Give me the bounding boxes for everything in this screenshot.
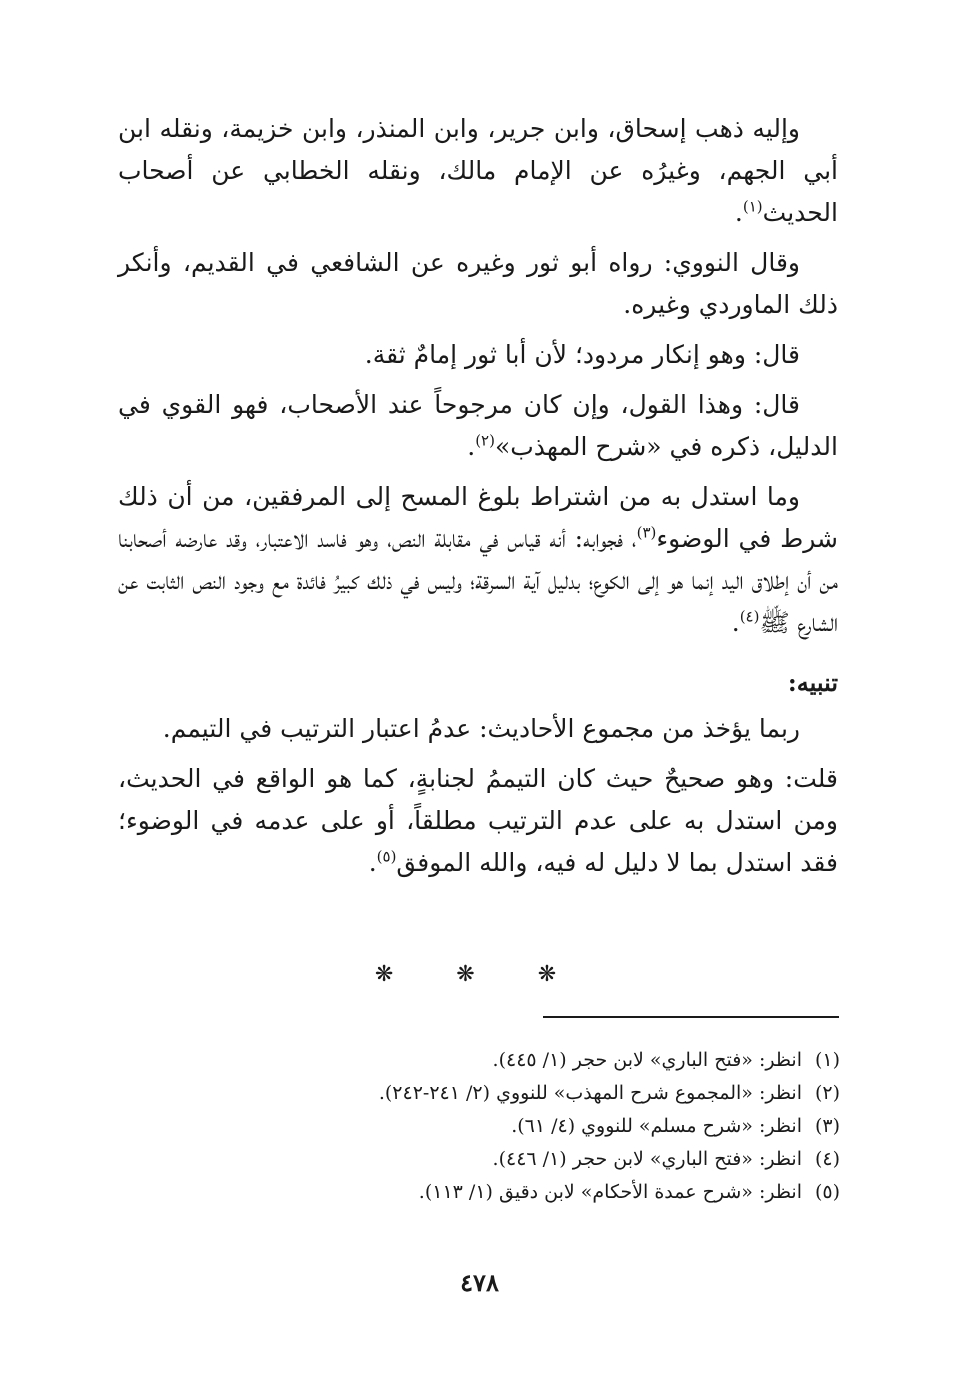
footnote-number: (٢) [814,1082,840,1104]
footnote-ref-2[interactable]: (٢) [475,431,495,450]
footnote-number: (٣) [814,1115,840,1137]
footnote-text: انظر: «المجموع شرح المهذب» للنووي (٢/ ٢٤١-٢٤٢). [378,1082,802,1104]
section-heading: تنبيه: [787,668,838,697]
paragraph-2: وقال النووي: رواه أبو ثور وغيره عن الشافعي في القديم، وأنكر ذلك الماوردي وغيره. [118,248,838,319]
paragraph-5: وما استدل به من اشتراط بلوغ المسح إلى المرفقين، من أن ذلك شرط في الوضوء$^{(٣)}$، فجوابه: أنه قياس في مقابلة النص، وهو فاسد الاعتبار، وقد عارضه أصحابنا من أن إطلاق اليد إنما هو إلى الكوع؛ بدليل آية السرقة؛ وليس في ذلك كبيرُ فائدة مع وجود النص الثابت عن الشارع ﷺ$^{(٤)}$. [118,482,838,637]
footnote-ref-3[interactable]: (٣) [636,523,657,542]
footnote-number: (٤) [814,1148,840,1170]
page-number: ٤٧٨ [460,1268,499,1297]
footnote-5 [200,1176,840,1209]
footnote-divider [543,1016,839,1018]
footnote-text: انظر: «شرح مسلم» للنووي (٤/ ٦١). [511,1115,802,1137]
footnote-number: (٥) [814,1181,840,1203]
footnote-4 [200,1143,840,1176]
paragraph-1: وإليه ذهب إسحاق، وابن جرير، وابن المنذر، وابن خزيمة، ونقله ابن أبي الجهم، وغيرُه عن الإمام مالك، ونقله الخطابي عن أصحاب الحديث$^{(١)}$. [118,114,838,227]
footnote-text: انظر: «فتح الباري» لابن حجر (١/ ٤٤٥). [492,1049,802,1071]
footnote-ref-4[interactable]: (٤) [739,607,760,626]
main-text [118,108,838,892]
paragraph-7: قلت: وهو صحيحٌ حيث كان التيممُ لجنابةٍ، كما هو الواقع في الحديث، ومن استدل به على عدم الترتيب مطلقاً، أو على عدمه في الوضوء؛ فقد استدل بما لا دليل له فيه، والله الموفق$^{(٥)}$. [118,764,838,877]
section-separator: ❋ ❋ ❋ [374,962,585,987]
paragraph-4: قال: وهذا القول، وإن كان مرجوحاً عند الأصحاب، فهو القوي في الدليل، ذكره في «شرح المهذب»$^{(٢)}$. [118,390,838,461]
footnote-1 [200,1044,840,1077]
footnote-3 [200,1110,840,1143]
paragraph-3: قال: وهو إنكار مردود؛ لأن أبا ثور إمامٌ ثقة. [364,340,800,369]
footnote-text: انظر: «فتح الباري» لابن حجر (١/ ٤٤٦). [492,1148,802,1170]
footnote-2 [200,1077,840,1110]
footnote-ref-1[interactable]: (١) [742,197,763,216]
footnote-number: (١) [814,1049,840,1071]
footnote-ref-5[interactable]: (٥) [376,847,397,866]
footnotes [200,1044,840,1209]
paragraph-6: ربما يؤخذ من مجموع الأحاديث: عدمُ اعتبار الترتيب في التيمم. [162,714,800,743]
footnote-text: انظر: «شرح عمدة الأحكام» لابن دقيق (١/ ١١٣). [418,1181,802,1203]
